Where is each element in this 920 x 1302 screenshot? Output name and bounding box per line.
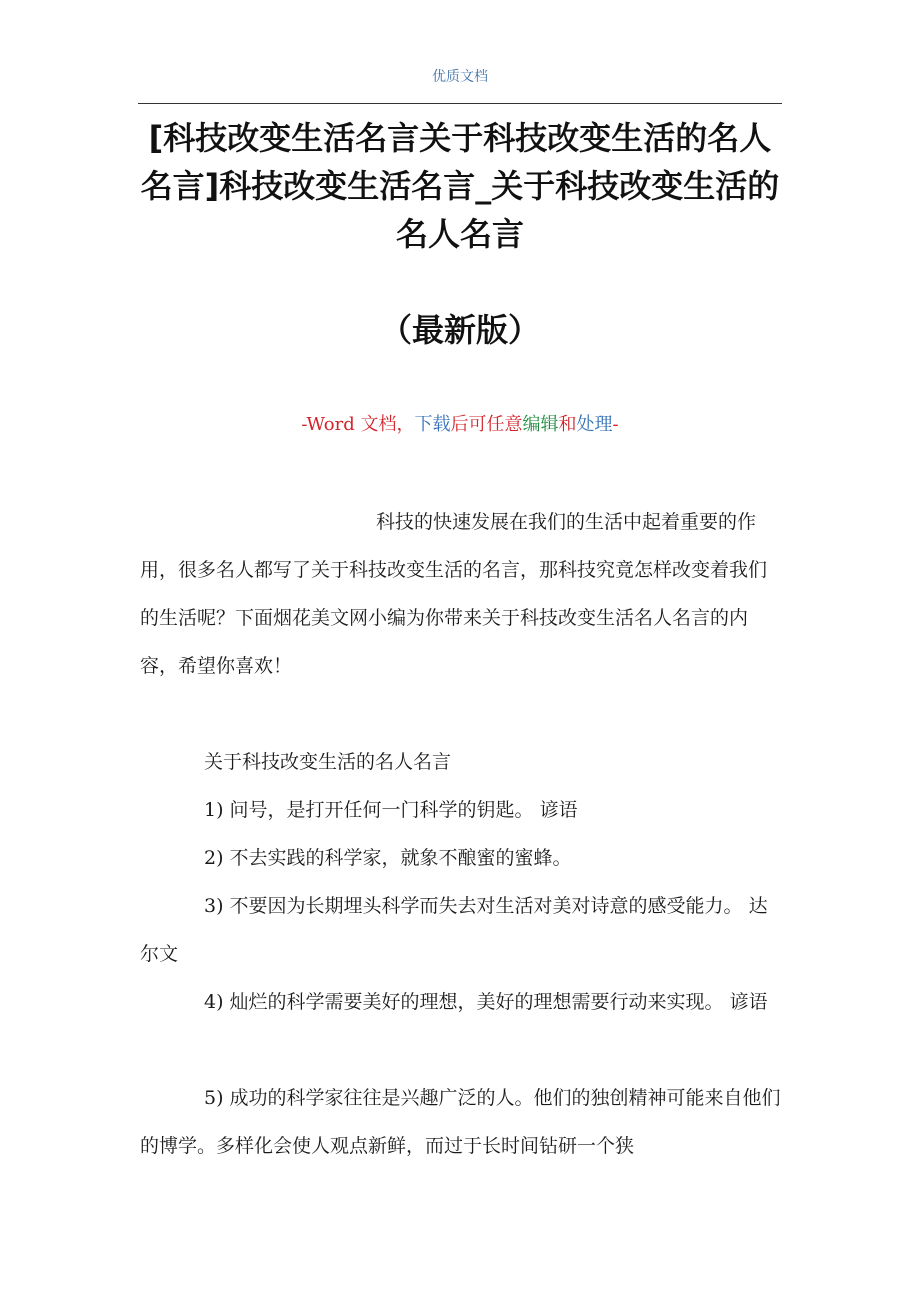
tagline-part-1: -Word 文档，	[301, 414, 415, 435]
tagline-part-2: 下载	[414, 414, 451, 435]
document-title: [科技改变生活名言关于科技改变生活的名人名言]科技改变生活名言_关于科技改变生活的名人名言	[140, 119, 780, 253]
intro-paragraph: 科技的快速发展在我们的生活中起着重要的作用，很多名人都写了关于科技改变生活的名言，那科技究竟怎样改变着我们的生活呢？下面烟花美文网小编为你带来关于科技改变生活名人名言的内容，希望你喜欢！	[140, 511, 768, 677]
tagline-part-3: 后可任意	[450, 414, 523, 435]
tagline-part-7: -	[612, 414, 619, 435]
tagline-part-4: 编辑	[522, 414, 559, 435]
quote-item: 2) 不去实践的科学家，就象不酿蜜的蜜蜂。	[204, 847, 572, 869]
quote-item: 1) 问号，是打开任何一门科学的钥匙。 谚语	[204, 799, 578, 821]
header-divider	[138, 103, 782, 104]
header-label: 优质文档	[432, 69, 488, 85]
tagline-part-5: 和	[558, 414, 577, 435]
tagline	[0, 410, 920, 440]
quote-item: 5) 成功的科学家往往是兴趣广泛的人。他们的独创精神可能来自他们的博学。多样化会使人观点新鲜，而过于长时间钻研一个狭	[140, 1087, 781, 1157]
section-heading: 关于科技改变生活的名人名言	[204, 751, 452, 773]
edition-label: （最新版）	[379, 311, 540, 349]
quote-item: 4) 灿烂的科学需要美好的理想，美好的理想需要行动来实现。 谚语	[204, 991, 768, 1013]
quote-item: 3) 不要因为长期埋头科学而失去对生活对美对诗意的感受能力。 达尔文	[140, 895, 768, 965]
tagline-part-6: 处理	[576, 414, 613, 435]
